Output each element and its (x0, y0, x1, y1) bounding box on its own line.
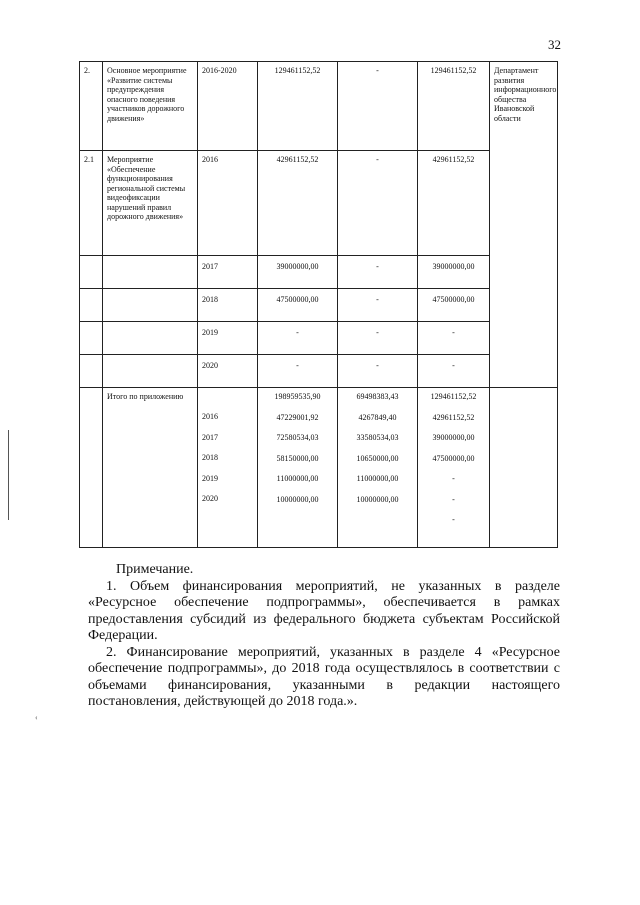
budget-cell: - (338, 62, 418, 151)
summary-years (198, 388, 258, 548)
budget-cell: 69498383,43 (356, 392, 399, 401)
budget-cell: - (452, 515, 455, 525)
budget-cell: - (418, 322, 490, 355)
year-cell: 2016 (198, 151, 258, 256)
year-cell: 2016 (202, 412, 218, 421)
total-cell: 47500000,00 (258, 289, 338, 322)
year-cell: 2017 (198, 256, 258, 289)
year-cell: 2020 (198, 355, 258, 388)
total-cell: 129461152,52 (258, 62, 338, 151)
total-cell: - (258, 322, 338, 355)
budget-cell: 129461152,52 (418, 62, 490, 151)
funding-table (79, 61, 558, 548)
budget-cell: - (452, 474, 455, 484)
table-row (80, 322, 558, 355)
budget-cell: - (418, 355, 490, 388)
total-cell: 42961152,52 (258, 151, 338, 256)
note-section (88, 562, 560, 711)
total-cell: 47229001,92 (276, 412, 319, 422)
scan-artifact-mark: ‹ (35, 713, 38, 722)
budget-cell: 10650000,00 (356, 453, 399, 463)
executor-cell: Департамент развития информационного общества Ивановской области (490, 62, 558, 388)
summary-label: Итого по приложению (103, 388, 198, 548)
summary-row (80, 388, 558, 548)
summary-col2 (338, 388, 418, 548)
budget-cell: 39000000,00 (432, 433, 475, 443)
budget-cell: 11000000,00 (356, 474, 399, 484)
table-row (80, 355, 558, 388)
budget-cell: - (338, 289, 418, 322)
budget-cell: 47500000,00 (432, 453, 475, 463)
year-cell: 2019 (202, 473, 218, 483)
budget-cell: 129461152,52 (430, 392, 477, 401)
budget-cell: - (338, 322, 418, 355)
budget-cell: - (452, 494, 455, 504)
row-number: 2. (80, 62, 103, 151)
budget-cell: 10000000,00 (356, 494, 399, 504)
budget-cell: - (338, 151, 418, 256)
table-row (80, 256, 558, 289)
total-cell: 72580534,03 (276, 433, 319, 443)
total-cell: 58150000,00 (276, 453, 319, 463)
page-number: 32 (548, 37, 561, 52)
table-row (80, 151, 558, 256)
year-cell: 2019 (198, 322, 258, 355)
total-cell: 10000000,00 (276, 494, 319, 504)
note-item: 2. Финансирование мероприятий, указанных в разделе 4 «Ресурсное обеспечение подпрограммы», до 2018 года осуществлялось в соответствии с объемами финансирования, указанными в редакции настоящего постановления, действующей до 2018 года.». (88, 644, 560, 709)
note-item: 1. Объем финансирования мероприятий, не указанных в разделе «Ресурсное обеспечение подпрограммы», обеспечивается в рамках предоставления субсидий из федерального бюджета субъектам Российской Федерации. (88, 578, 560, 643)
table-row (80, 62, 558, 151)
budget-cell: - (338, 355, 418, 388)
year-cell: 2017 (202, 432, 218, 442)
scan-artifact-line (8, 430, 9, 520)
activity-name: Мероприятие «Обеспечение функционирования региональной системы видеофиксации нарушений правил дорожного движения» (103, 151, 198, 256)
summary-col3 (418, 388, 490, 548)
budget-cell: 42961152,52 (418, 151, 490, 256)
note-title: Примечание. (116, 562, 194, 577)
total-cell: 11000000,00 (276, 474, 319, 484)
total-cell: 198959535,90 (274, 392, 321, 401)
row-number: 2.1 (80, 151, 103, 256)
total-cell: 39000000,00 (258, 256, 338, 289)
budget-cell: 33580534,03 (356, 433, 399, 443)
budget-cell: 42961152,52 (432, 412, 475, 422)
period-cell: 2016-2020 (198, 62, 258, 151)
summary-totals (258, 388, 338, 548)
budget-cell: 39000000,00 (418, 256, 490, 289)
total-cell: - (258, 355, 338, 388)
year-cell: 2018 (202, 453, 218, 463)
activity-name: Основное мероприятие «Развитие системы предупреждения опасного поведения участников дорожного движения» (103, 62, 198, 151)
budget-cell: 47500000,00 (418, 289, 490, 322)
table-row (80, 289, 558, 322)
year-cell: 2018 (198, 289, 258, 322)
budget-cell: 4267849,40 (358, 412, 397, 422)
year-cell: 2020 (202, 494, 218, 504)
budget-cell: - (338, 256, 418, 289)
